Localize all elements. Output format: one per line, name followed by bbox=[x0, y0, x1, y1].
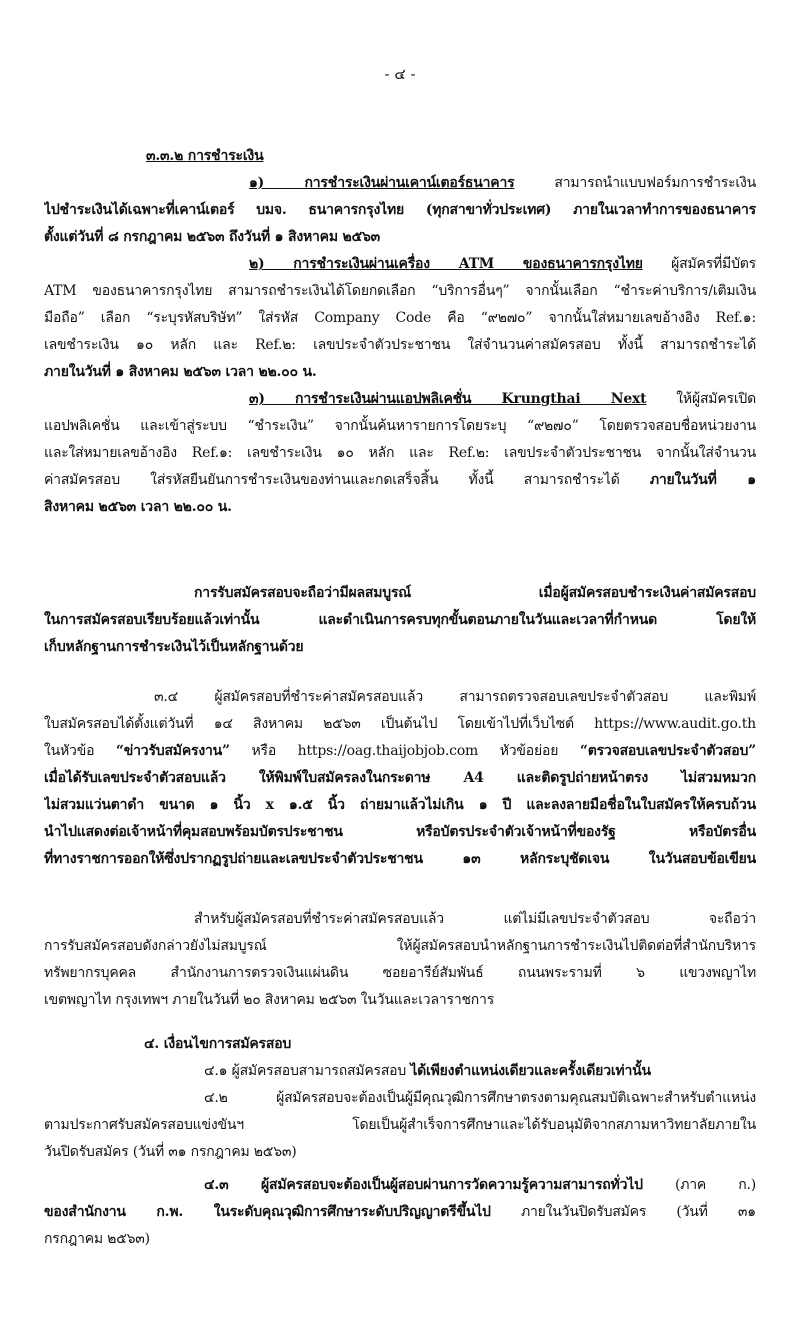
p1-line-2: ไปชำระเงินได้เฉพาะที่เคาน์เตอร์ บมจ. ธนาคารกรุงไทย (ทุกสาขาทั่วประเทศ) ภายในเวลาทำการของธนาคาร bbox=[44, 202, 756, 218]
condition-4-3-line-1: ๔.๓ ผู้สมัครสอบจะต้องเป็นผู้สอบผ่านการวัดความรู้ความสามารถทั่วไป (ภาค ก.) bbox=[204, 1177, 756, 1193]
p3-line-4: ค่าสมัครสอบ ใส่รหัสยืนยันการชำระเงินของท่านและกดเสร็จสิ้น ทั้งนี้ สามารถชำระได้ ภายในวันที่ ๑ bbox=[44, 472, 756, 488]
p1-line-1: ๑) การชำระเงินผ่านเคาน์เตอร์ธนาคาร สามารถนำแบบฟอร์มการชำระเงิน bbox=[249, 175, 756, 191]
condition-4-2-line-1: ๔.๒ ผู้สมัครสอบจะต้องเป็นผู้มีคุณวุฒิการศึกษาตรงตามคุณสมบัติเฉพาะสำหรับตำแหน่ง bbox=[204, 1090, 756, 1106]
p3-line-1: ๓) การชำระเงินผ่านแอปพลิเคชั่น Krungthai Next ให้ผู้สมัครเปิด bbox=[249, 391, 756, 407]
s34-line-5: ไม่สวมแว่นตาดำ ขนาด ๑ นิ้ว x ๑.๕ นิ้ว ถ่ายมาแล้วไม่เกิน ๑ ปี และลงลายมือชื่อในใบสมัครให้ครบถ้วน bbox=[44, 797, 756, 813]
s34-line-2: ใบสมัครสอบได้ตั้งแต่วันที่ ๑๔ สิงหาคม ๒๕๖๓ เป็นต้นไป โดยเข้าไปที่เว็บไซต์ https://www.audit.go.th bbox=[44, 716, 756, 732]
complete-line-2: ในการสมัครสอบเรียบร้อยแล้วเท่านั้น และดำเนินการครบทุกขั้นตอนภายในวันและเวลาที่กำหนด โดยให้ bbox=[44, 612, 756, 628]
complete-line-1: การรับสมัครสอบจะถือว่ามีผลสมบูรณ์ เมื่อผู้สมัครสอบชำระเงินค่าสมัครสอบ bbox=[194, 585, 756, 601]
complete-line-3: เก็บหลักฐานการชำระเงินไว้เป็นหลักฐานด้วย bbox=[44, 639, 304, 655]
p2-line-2: ATM ของธนาคารกรุงไทย สามารถชำระเงินได้โดยกดเลือก “บริการอื่นๆ” จากนั้นเลือก “ชำระค่าบริการ/เติมเงิน bbox=[44, 283, 756, 299]
s34-line-1: ๓.๔ ผู้สมัครสอบที่ชำระค่าสมัครสอบแล้ว สามารถตรวจสอบเลขประจำตัวสอบ และพิมพ์ bbox=[154, 689, 756, 705]
condition-4-1: ๔.๑ ผู้สมัครสอบสามารถสมัครสอบ ได้เพียงตำแหน่งเดียวและครั้งเดียวเท่านั้น bbox=[204, 1063, 651, 1079]
noid-line-3: ทรัพยากรบุคคล สำนักงานการตรวจเงินแผ่นดิน ซอยอารีย์สัมพันธ์ ถนนพระรามที่ ๖ แขวงพญาไท bbox=[44, 965, 756, 981]
condition-4-2-line-2: ตามประกาศรับสมัครสอบแข่งขันฯ โดยเป็นผู้สำเร็จการศึกษาและได้รับอนุมัติจากสภามหาวิทยาลัยภายใน bbox=[44, 1117, 756, 1133]
s34-line-7: ที่ทางราชการออกให้ซึ่งปรากฏรูปถ่ายและเลขประจำตัวประชาชน ๑๓ หลักระบุชัดเจน ในวันสอบข้อเขียน bbox=[44, 851, 756, 867]
section-3-4 bbox=[44, 684, 756, 873]
no-exam-id-paragraph bbox=[44, 906, 756, 1014]
completeness-paragraph bbox=[44, 580, 756, 661]
s34-line-6: นำไปแสดงต่อเจ้าหน้าที่คุมสอบพร้อมบัตรประชาชน หรือบัตรประจำตัวเจ้าหน้าที่ของรัฐ หรือบัตรอื่น bbox=[44, 824, 756, 840]
p2-line-5: ภายในวันที่ ๑ สิงหาคม ๒๕๖๓ เวลา ๒๒.๐๐ น. bbox=[44, 364, 317, 380]
noid-line-1: สำหรับผู้สมัครสอบที่ชำระค่าสมัครสอบแล้ว แต่ไม่มีเลขประจำตัวสอบ จะถือว่า bbox=[194, 911, 756, 927]
s34-line-3: ในหัวข้อ “ข่าวรับสมัครงาน” หรือ https://oag.thaijobjob.com หัวข้อย่อย “ตรวจสอบเลขประจำตัวสอบ” bbox=[44, 743, 756, 759]
condition-4-2-line-3: วันปิดรับสมัคร (วันที่ ๓๑ กรกฎาคม ๒๕๖๓) bbox=[44, 1144, 297, 1160]
p3-line-3: และใส่หมายเลขอ้างอิง Ref.๑: เลขชำระเงิน ๑๐ หลัก และ Ref.๒: เลขประจำตัวประชาชน จากนั้นใส่จำนวน bbox=[44, 445, 756, 461]
p3-line-2: แอปพลิเคชั่น และเข้าสู่ระบบ “ชำระเงิน” จากนั้นค้นหารายการโดยระบุ “๙๒๗๐” โดยตรวจสอบชื่อหน่วยงาน bbox=[44, 418, 756, 434]
p2-line-3: มือถือ” เลือก “ระบุรหัสบริษัท” ใส่รหัส Company Code คือ “๙๒๗๐” จากนั้นใส่หมายเลขอ้างอิง Ref.๑: bbox=[44, 310, 756, 326]
p3-line-5: สิงหาคม ๒๕๖๓ เวลา ๒๒.๐๐ น. bbox=[44, 499, 232, 515]
section-heading-3-3-2: ๓.๓.๒ การชำระเงิน bbox=[146, 148, 264, 164]
section-4 bbox=[44, 1031, 756, 1253]
page-number: - ๔ - bbox=[384, 65, 416, 83]
section-3-3-2 bbox=[44, 143, 756, 521]
p2-line-4: เลขชำระเงิน ๑๐ หลัก และ Ref.๒: เลขประจำตัวประชาชน ใส่จำนวนค่าสมัครสอบ ทั้งนี้ สามารถชำระได้ bbox=[44, 337, 756, 353]
condition-4-3-line-2: ของสำนักงาน ก.พ. ในระดับคุณวุฒิการศึกษาระดับปริญญาตรีขึ้นไป ภายในวันปิดรับสมัคร (วันที่ ๓๑ bbox=[44, 1204, 756, 1220]
s34-line-4: เมื่อได้รับเลขประจำตัวสอบแล้ว ให้พิมพ์ใบสมัครลงในกระดาษ A4 และติดรูปถ่ายหน้าตรง ไม่สวมหมวก bbox=[44, 770, 756, 786]
condition-4-3-line-3: กรกฎาคม ๒๕๖๓) bbox=[44, 1231, 150, 1247]
p2-line-1: ๒) การชำระเงินผ่านเครื่อง ATM ของธนาคารกรุงไทย ผู้สมัครที่มีบัตร bbox=[249, 256, 756, 272]
noid-line-2: การรับสมัครสอบดังกล่าวยังไม่สมบูรณ์ ให้ผู้สมัครสอบนำหลักฐานการชำระเงินไปติดต่อที่สำนักบริหาร bbox=[44, 938, 756, 954]
p1-line-3: ตั้งแต่วันที่ ๘ กรกฎาคม ๒๕๖๓ ถึงวันที่ ๑ สิงหาคม ๒๕๖๓ bbox=[44, 229, 381, 245]
noid-line-4: เขตพญาไท กรุงเทพฯ ภายในวันที่ ๒๐ สิงหาคม ๒๕๖๓ ในวันและเวลาราชการ bbox=[44, 992, 495, 1008]
section-heading-4: ๔. เงื่อนไขการสมัครสอบ bbox=[144, 1036, 292, 1052]
